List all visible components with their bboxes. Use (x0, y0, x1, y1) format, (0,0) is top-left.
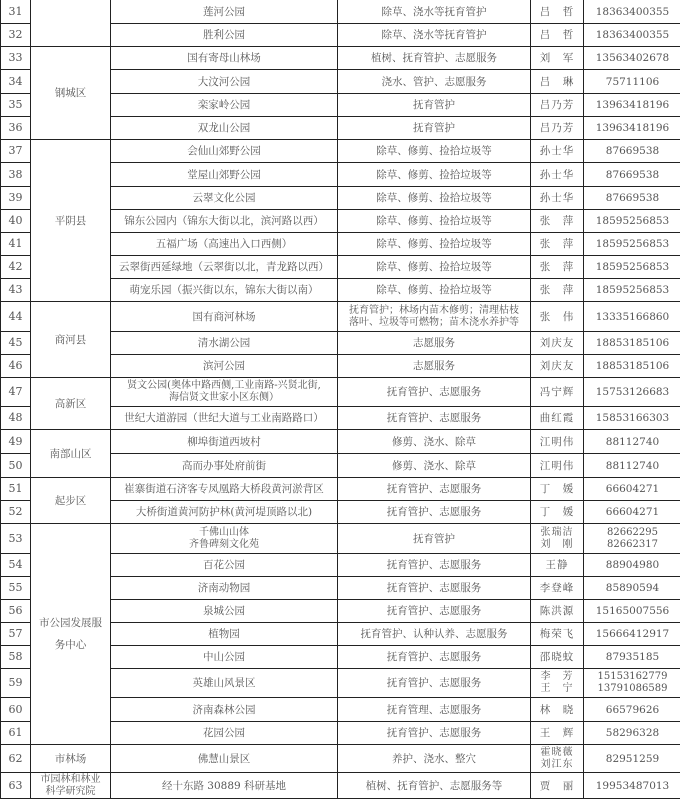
table-row (1, 140, 680, 163)
contact-phone: 13335166860 (584, 302, 680, 332)
contact-phone (584, 669, 680, 698)
contact-person (531, 669, 584, 698)
site-cell: 崔寨街道石济客专凤凰路大桥段黄河淤背区 (111, 478, 338, 501)
work-cell: 除草、浇水等抚育管护 (338, 24, 531, 47)
site-cell: 济南森林公园 (111, 698, 338, 722)
site-cell: 世纪大道游园（世纪大道与工业南路路口） (111, 407, 338, 430)
row-number: 35 (1, 94, 31, 117)
contact-phone: 18595256853 (584, 279, 680, 302)
row-number: 47 (1, 378, 31, 407)
row-number: 32 (1, 24, 31, 47)
contact-person: 张 萍 (531, 210, 584, 233)
district-line: 市公园发展服 (39, 617, 102, 629)
contact-phone: 18363400355 (584, 24, 680, 47)
work-cell: 志愿服务 (338, 355, 531, 378)
site-cell (111, 524, 338, 554)
work-cell: 抚育管护、志愿服务 (338, 722, 531, 745)
contact-phone: 87935185 (584, 646, 680, 669)
district-line: 科学研究院 (45, 785, 96, 797)
contact-person: 吕乃芳 (531, 117, 584, 140)
work-cell: 养护、浇水、整穴 (338, 745, 531, 773)
district-cell: 南部山区 (31, 430, 111, 478)
work-cell: 抚育管护、志愿服务 (338, 378, 531, 407)
person-line: 张瑞洁 (540, 526, 574, 538)
site-cell: 经十东路 30889 科研基地 (111, 773, 338, 799)
person-line: 王 宁 (540, 683, 574, 694)
phone-line: 82662295 (607, 526, 658, 538)
site-cell: 百花公园 (111, 554, 338, 577)
row-number: 43 (1, 279, 31, 302)
site-cell: 萌宠乐园（振兴街以东，锦东大街以南） (111, 279, 338, 302)
contact-phone: 66604271 (584, 478, 680, 501)
contact-phone: 58296328 (584, 722, 680, 745)
contact-person (531, 745, 584, 773)
contact-person: 陈洪源 (531, 600, 584, 623)
site-cell: 云翠街西延绿地（云翠街以北，青龙路以西） (111, 256, 338, 279)
work-cell: 抚育管护、志愿服务 (338, 669, 531, 698)
contact-person: 曲红霞 (531, 407, 584, 430)
work-cell: 除草、修剪、捡拾垃圾等 (338, 256, 531, 279)
contact-person: 王 辉 (531, 722, 584, 745)
contact-phone: 15853166303 (584, 407, 680, 430)
row-number: 55 (1, 577, 31, 600)
contact-phone: 87669538 (584, 163, 680, 187)
site-cell: 清水湖公园 (111, 332, 338, 355)
work-cell: 抚育管护、志愿服务 (338, 407, 531, 430)
row-number: 37 (1, 140, 31, 163)
table-row (1, 302, 680, 332)
contact-person: 吕乃芳 (531, 94, 584, 117)
contact-phone: 15666412917 (584, 623, 680, 646)
work-cell: 抚育管护、志愿服务 (338, 554, 531, 577)
contact-phone: 75711106 (584, 70, 680, 94)
phone-line: 82662317 (607, 538, 658, 550)
work-cell: 志愿服务 (338, 332, 531, 355)
district-cell: 平阴县 (31, 140, 111, 302)
work-cell: 植树、抚育管护、志愿服务 (338, 47, 531, 70)
row-number: 41 (1, 233, 31, 256)
district-cell (31, 0, 111, 47)
work-cell: 植树、抚育管护、志愿服务等 (338, 773, 531, 799)
site-cell: 栾家岭公园 (111, 94, 338, 117)
row-number: 48 (1, 407, 31, 430)
row-number: 45 (1, 332, 31, 355)
contact-person: 刘庆友 (531, 332, 584, 355)
work-cell: 抚育管护 (338, 524, 531, 554)
contact-person: 孙士华 (531, 140, 584, 163)
contact-person: 江明伟 (531, 454, 584, 478)
table-row (1, 378, 680, 407)
row-number: 53 (1, 524, 31, 554)
work-line: 落叶、垃圾等可燃物；苗木浇水养护等 (349, 316, 519, 328)
table-row (1, 478, 680, 501)
site-cell: 植物园 (111, 623, 338, 646)
row-number: 34 (1, 70, 31, 94)
contact-person: 张 伟 (531, 302, 584, 332)
row-number: 38 (1, 163, 31, 187)
row-number: 58 (1, 646, 31, 669)
site-cell: 泉城公园 (111, 600, 338, 623)
row-number: 33 (1, 47, 31, 70)
contact-phone: 13963418196 (584, 117, 680, 140)
row-number: 42 (1, 256, 31, 279)
work-cell: 修剪、浇水、除草 (338, 454, 531, 478)
person-line: 李 芳 (540, 671, 574, 682)
work-cell: 抚育管护 (338, 117, 531, 140)
contact-person: 张 萍 (531, 233, 584, 256)
site-cell: 会仙山郊野公园 (111, 140, 338, 163)
row-number: 36 (1, 117, 31, 140)
work-cell: 除草、浇水等抚育管护 (338, 0, 531, 24)
contact-person: 刘庆友 (531, 355, 584, 378)
contact-phone: 15165007556 (584, 600, 680, 623)
contact-person: 贾 丽 (531, 773, 584, 799)
contact-person: 林 晓 (531, 698, 584, 722)
work-cell: 抚育管护 (338, 94, 531, 117)
district-line: 市园林和林业 (40, 773, 101, 785)
row-number: 56 (1, 600, 31, 623)
row-number: 62 (1, 745, 31, 773)
work-cell: 除草、修剪、捡拾垃圾等 (338, 163, 531, 187)
row-number: 39 (1, 187, 31, 210)
table-row (1, 0, 680, 24)
work-cell: 除草、修剪、捡拾垃圾等 (338, 140, 531, 163)
work-cell: 浇水、管护、志愿服务 (338, 70, 531, 94)
work-cell: 抚育管护、志愿服务 (338, 646, 531, 669)
contact-phone: 15753126683 (584, 378, 680, 407)
contact-person: 江明伟 (531, 430, 584, 454)
site-cell (111, 378, 338, 407)
work-cell: 抚育管护、志愿服务 (338, 478, 531, 501)
row-number: 52 (1, 501, 31, 524)
contact-phone: 85890594 (584, 577, 680, 600)
district-cell: 起步区 (31, 478, 111, 524)
contact-person: 邵晓蚊 (531, 646, 584, 669)
contact-phone: 88112740 (584, 430, 680, 454)
site-line: 贤文公园(奥体中路西侧,工业南路-兴贤北街, (127, 380, 321, 391)
site-cell: 五福广场（高速出入口西侧） (111, 233, 338, 256)
row-number: 44 (1, 302, 31, 332)
contact-person: 张 萍 (531, 279, 584, 302)
contact-phone: 18363400355 (584, 0, 680, 24)
contact-person: 冯宁辉 (531, 378, 584, 407)
site-cell: 锦东公园内（锦东大街以北，滨河路以西） (111, 210, 338, 233)
site-cell: 国有寄母山林场 (111, 47, 338, 70)
table-row (1, 745, 680, 773)
district-cell: 市林场 (31, 745, 111, 773)
site-line: 千佛山山体 (199, 526, 249, 538)
contact-phone: 87669538 (584, 187, 680, 210)
contact-phone: 18853185106 (584, 355, 680, 378)
contact-phone: 13963418196 (584, 94, 680, 117)
district-cell: 钢城区 (31, 47, 111, 140)
contact-person: 李登峰 (531, 577, 584, 600)
contact-phone: 82951259 (584, 745, 680, 773)
person-line: 霍晓薇 (540, 746, 574, 758)
site-cell: 大汶河公园 (111, 70, 338, 94)
phone-line: 13791086589 (597, 683, 668, 694)
row-number: 40 (1, 210, 31, 233)
row-number: 51 (1, 478, 31, 501)
contact-phone: 18595256853 (584, 256, 680, 279)
site-cell: 云翠文化公园 (111, 187, 338, 210)
work-cell: 抚育管护、志愿服务 (338, 577, 531, 600)
row-number: 31 (1, 0, 31, 24)
phone-line: 15153162779 (597, 671, 668, 682)
row-number: 61 (1, 722, 31, 745)
table-row (1, 430, 680, 454)
contact-phone: 13563402678 (584, 47, 680, 70)
site-cell: 莲河公园 (111, 0, 338, 24)
contact-person: 张 萍 (531, 256, 584, 279)
contact-phone: 18595256853 (584, 210, 680, 233)
site-cell: 堂屋山郊野公园 (111, 163, 338, 187)
contact-phone: 66579626 (584, 698, 680, 722)
contact-person: 丁 媛 (531, 478, 584, 501)
contact-phone: 66604271 (584, 501, 680, 524)
row-number: 49 (1, 430, 31, 454)
work-cell: 除草、修剪、捡拾垃圾等 (338, 233, 531, 256)
row-number: 54 (1, 554, 31, 577)
contact-phone: 88112740 (584, 454, 680, 478)
row-number: 46 (1, 355, 31, 378)
person-line: 刘 刚 (540, 538, 574, 550)
work-cell: 除草、修剪、捡拾垃圾等 (338, 279, 531, 302)
contact-person: 梅荣飞 (531, 623, 584, 646)
site-cell: 国有商河林场 (111, 302, 338, 332)
table-row (1, 524, 680, 554)
work-cell: 除草、修剪、捡拾垃圾等 (338, 187, 531, 210)
row-number: 57 (1, 623, 31, 646)
district-cell (31, 524, 111, 745)
site-line: 海信贤文世家小区东侧） (169, 392, 279, 403)
site-line: 齐鲁碑刻文化苑 (189, 538, 259, 550)
site-cell: 花园公园 (111, 722, 338, 745)
site-cell: 高而办事处府前街 (111, 454, 338, 478)
contact-person (531, 524, 584, 554)
site-cell: 滨河公园 (111, 355, 338, 378)
row-number: 60 (1, 698, 31, 722)
row-number: 50 (1, 454, 31, 478)
site-cell: 中山公园 (111, 646, 338, 669)
contact-phone: 18853185106 (584, 332, 680, 355)
site-cell: 佛慧山景区 (111, 745, 338, 773)
work-cell: 修剪、浇水、除草 (338, 430, 531, 454)
contact-phone: 19953487013 (584, 773, 680, 799)
site-cell: 英雄山风景区 (111, 669, 338, 698)
work-line: 抚育管护；林场内苗木修剪；清理枯枝 (349, 304, 519, 316)
district-cell: 商河县 (31, 302, 111, 378)
contact-person: 刘 军 (531, 47, 584, 70)
contact-phone: 18595256853 (584, 233, 680, 256)
district-cell (31, 773, 111, 799)
work-cell: 抚育管护、志愿服务 (338, 501, 531, 524)
row-number: 59 (1, 669, 31, 698)
site-cell: 柳埠街道西坡村 (111, 430, 338, 454)
contact-phone: 87669538 (584, 140, 680, 163)
contact-person: 吕 哲 (531, 0, 584, 24)
site-cell: 济南动物园 (111, 577, 338, 600)
work-cell: 抚育管护、志愿服务 (338, 600, 531, 623)
row-number: 63 (1, 773, 31, 799)
contact-person: 丁 媛 (531, 501, 584, 524)
contact-person: 孙士华 (531, 163, 584, 187)
district-line: 务中心 (54, 639, 87, 651)
person-line: 刘江东 (540, 758, 574, 770)
contact-person: 孙士华 (531, 187, 584, 210)
contact-person: 王静 (531, 554, 584, 577)
work-cell: 除草、修剪、捡拾垃圾等 (338, 210, 531, 233)
work-cell (338, 302, 531, 332)
site-cell: 胜利公园 (111, 24, 338, 47)
site-cell: 双龙山公园 (111, 117, 338, 140)
work-cell: 抚育管理、志愿服务 (338, 698, 531, 722)
contact-phone: 88904980 (584, 554, 680, 577)
work-cell: 抚育管护、认种认养、志愿服务 (338, 623, 531, 646)
table-row (1, 47, 680, 70)
site-cell: 大桥街道黄河防护林(黄河堤顶路以北) (111, 501, 338, 524)
contact-phone (584, 524, 680, 554)
contact-person: 吕 哲 (531, 24, 584, 47)
district-cell: 高新区 (31, 378, 111, 430)
table-row (1, 773, 680, 799)
contact-person: 吕 琳 (531, 70, 584, 94)
